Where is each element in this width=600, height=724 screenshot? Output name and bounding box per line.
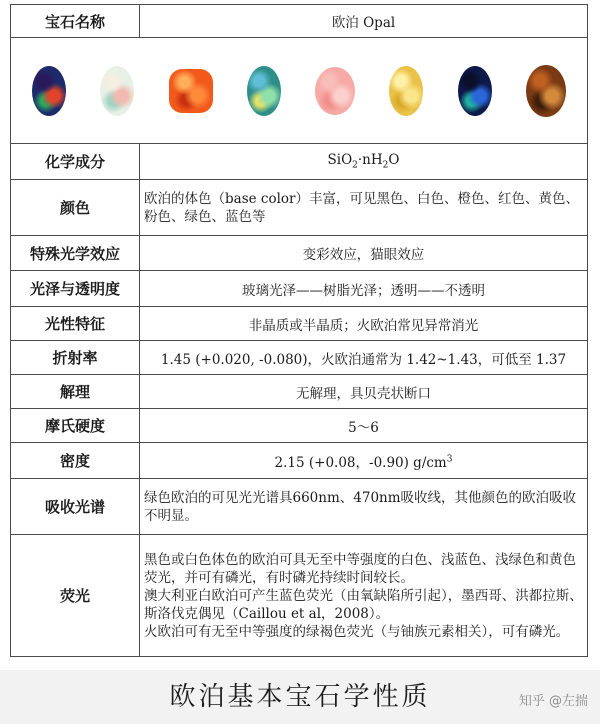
row-label-fluorescence: 荧光 — [11, 535, 140, 657]
boulder-opal-image — [458, 66, 492, 116]
row-value-optic-character: 非晶质或半晶质；火欧泊常见异常消光 — [140, 307, 588, 341]
table-row — [11, 236, 588, 271]
gem-images — [15, 65, 583, 117]
green-opal-image — [247, 66, 281, 116]
row-label-luster: 光泽与透明度 — [11, 271, 140, 307]
row-value-luster: 玻璃光泽——树脂光泽；透明——不透明 — [140, 271, 588, 307]
table-row — [11, 535, 588, 657]
table-row — [11, 341, 588, 375]
fluorescence-line: 黑色或白色体色的欧泊可具无至中等强度的白色、浅蓝色、浅绿色和黄色荧光，并可有磷光，有时磷光持续时间较长。 — [144, 551, 576, 586]
row-label-cleavage: 解理 — [11, 375, 140, 409]
chem-sub2: 2 — [382, 160, 389, 171]
row-label-ri: 折射率 — [11, 341, 140, 375]
watermark: 知乎 @左揣 — [518, 694, 588, 709]
gem-property-table — [10, 4, 588, 657]
table-row — [11, 180, 588, 236]
row-label-density: 密度 — [11, 443, 140, 479]
row-value-density — [140, 443, 588, 479]
row-label-color: 颜色 — [11, 180, 140, 236]
row-value-optical-effect: 变彩效应，猫眼效应 — [140, 236, 588, 271]
table-row — [11, 443, 588, 479]
caption: 欧泊基本宝石学性质 — [169, 682, 431, 712]
table-row — [11, 409, 588, 443]
row-value-chemistry — [140, 144, 588, 180]
row-label-optic-character: 光性特征 — [11, 307, 140, 341]
chem-sub1: 2 — [352, 160, 358, 171]
density-value: 2.15 (+0.08，-0.90) g/cm — [274, 454, 447, 471]
black-opal-image — [32, 66, 66, 116]
row-value-ri: 1.45 (+0.020, -0.080)，火欧泊通常为 1.42~1.43，可低至 1.37 — [140, 341, 588, 375]
fluorescence-line: 火欧泊可有无至中等强度的绿褐色荧光（与铀族元素相关），可有磷光。 — [144, 623, 570, 640]
chem-mid: ·nH — [357, 152, 383, 169]
table-row — [11, 144, 588, 180]
gem-image-strip — [11, 38, 588, 144]
chem-end: O — [388, 152, 400, 169]
white-opal-image — [100, 66, 134, 116]
table-row — [11, 38, 588, 144]
chem-sio: SiO — [327, 152, 353, 169]
table-row — [11, 307, 588, 341]
pink-opal-image — [315, 67, 355, 115]
row-value-spectrum: 绿色欧泊的可见光光谱具660nm、470nm吸收线，其他颜色的欧泊吸收不明显。 — [140, 479, 588, 535]
row-value-cleavage: 无解理，具贝壳状断口 — [140, 375, 588, 409]
matrix-opal-image — [526, 65, 566, 117]
row-label-chemistry: 化学成分 — [11, 144, 140, 180]
row-label-optical-effect: 特殊光学效应 — [11, 236, 140, 271]
row-value-color: 欧泊的体色（base color）丰富，可见黑色、白色、橙色、红色、黄色、粉色、绿色、蓝色等 — [140, 180, 588, 236]
row-label-name: 宝石名称 — [11, 5, 140, 38]
table-row — [11, 271, 588, 307]
fire-opal-image — [169, 69, 213, 113]
row-label-hardness: 摩氏硬度 — [11, 409, 140, 443]
density-sup: 3 — [446, 454, 453, 464]
row-label-spectrum: 吸收光谱 — [11, 479, 140, 535]
table-row — [11, 5, 588, 38]
table-row — [11, 479, 588, 535]
row-value-fluorescence — [140, 535, 588, 657]
table-row — [11, 375, 588, 409]
cats-eye-opal-image — [389, 66, 423, 116]
fluorescence-line: 澳大利亚白欧泊可产生蓝色荧光（由氧缺陷所引起），墨西哥、洪都拉斯、斯洛伐克偶见（Caillou et al，2008）。 — [144, 587, 583, 622]
row-value-name: 欧泊 Opal — [140, 5, 588, 38]
row-value-hardness: 5～6 — [140, 409, 588, 443]
